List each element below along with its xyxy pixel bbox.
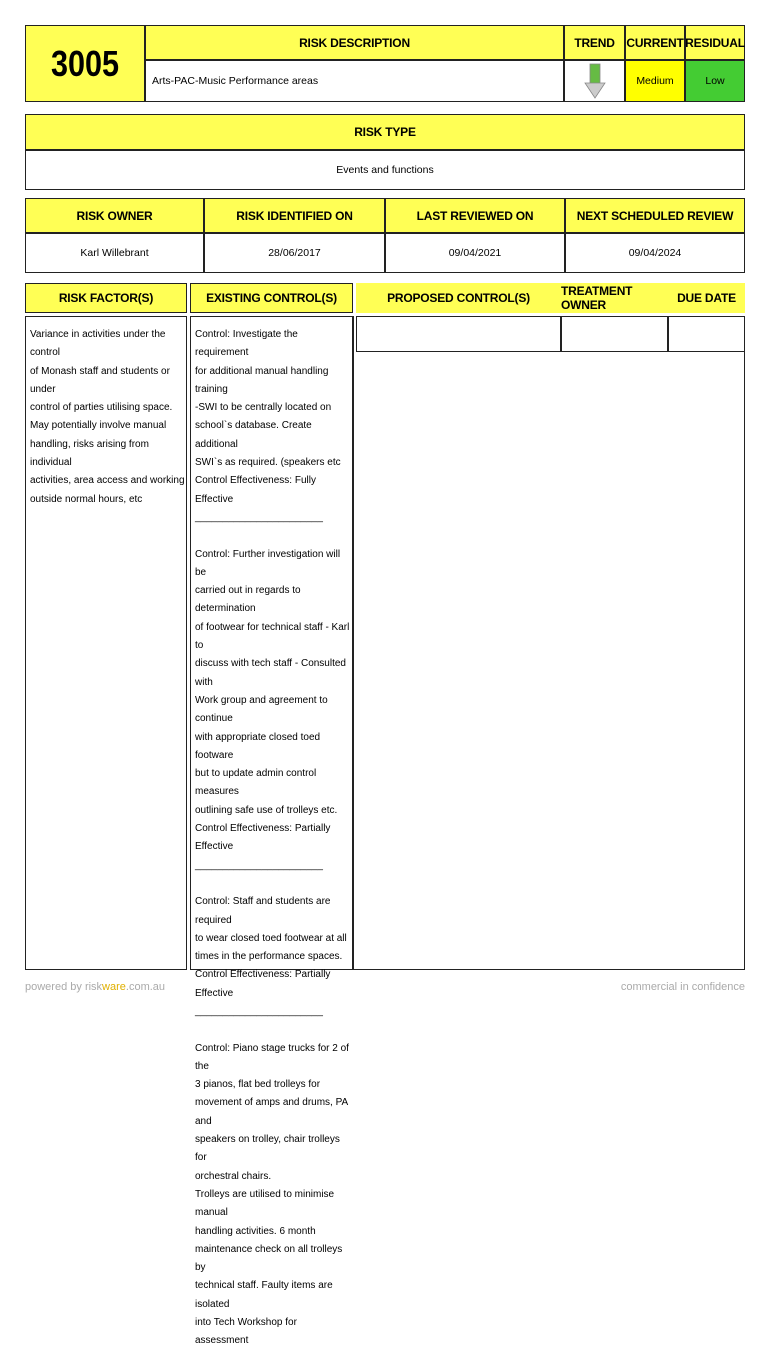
risk-id: 3005	[50, 42, 120, 84]
due-date-header: DUE DATE	[668, 283, 745, 313]
commercial-confidence: commercial in confidence	[620, 981, 745, 993]
trend-cell	[564, 60, 625, 102]
current-header: CURRENT	[625, 25, 685, 60]
proposed-controls-value	[356, 316, 561, 352]
due-date-value	[668, 316, 745, 352]
risk-identified-header: RISK IDENTIFIED ON	[204, 198, 385, 233]
next-review-header: NEXT SCHEDULED REVIEW	[565, 198, 745, 233]
powered-prefix: powered by	[25, 981, 85, 993]
powered-by	[25, 981, 265, 997]
risk-owner-header: RISK OWNER	[25, 198, 204, 233]
risk-description-value: Arts-PAC-Music Performance areas	[145, 60, 564, 102]
risk-factors-text: Variance in activities under the control of Monash staff and students or under control of parties utilising space. May potentially involve manual handling, risks arising from individual activities, area access and working outside normal hours, etc	[30, 329, 185, 505]
risk-type-value: Events and functions	[25, 150, 745, 190]
risk-type-header: RISK TYPE	[25, 114, 745, 150]
down-arrow-icon	[585, 62, 605, 100]
proposed-controls-area	[353, 316, 745, 970]
risk-identified-value: 28/06/2017	[204, 233, 385, 273]
trend-header: TREND	[564, 25, 625, 60]
risk-id-box	[25, 25, 145, 102]
residual-value: Low	[685, 60, 745, 102]
existing-controls-header: EXISTING CONTROL(S)	[190, 283, 353, 313]
brand-ware: ware	[102, 981, 126, 993]
existing-controls-text: Control: Investigate the requirement for additional manual handling training -SWI to be centrally located on school`s database. Create additional SWI`s as required. (speakers etc Control Effectiveness: Fully Effective _______________________ Control: Further investigation will be carried out in regards to determination of footwear for technical staff - Karl to discuss with tech staff - Consulted with Work group and agreement to continue with appropriate closed toed footware but to update admin control measures outlining safe use of trolleys etc. Control Effectiveness: Partially Effective _______________________ Control: Staff and students are required to wear closed toed footwear at all times in the performance spaces. Control Effectiveness: Partially Effective _______________________ Control: Piano stage trucks for 2 of the 3 pianos, flat bed trolleys for movement of amps and drums, PA and speakers on trolley, chair trolleys for orchestral chairs. Trolleys are utilised to minimise manual handling activities. 6 month maintenance check on all trolleys by technical staff. Faulty items are isolated into Tech Workshop for assessment	[195, 329, 350, 1347]
risk-factors-header: RISK FACTOR(S)	[25, 283, 187, 313]
residual-header: RESIDUAL	[685, 25, 745, 60]
current-value: Medium	[625, 60, 685, 102]
treatment-owner-header: TREATMENT OWNER	[561, 283, 668, 313]
brand-suffix: .com.au	[125, 981, 166, 993]
brand-risk: risk	[84, 981, 103, 993]
next-review-value: 09/04/2024	[565, 233, 745, 273]
last-reviewed-header: LAST REVIEWED ON	[385, 198, 565, 233]
risk-owner-value: Karl Willebrant	[25, 233, 204, 273]
treatment-owner-value	[561, 316, 668, 352]
existing-controls-cell	[190, 316, 353, 1347]
risk-factors-cell	[25, 316, 187, 970]
risk-description-header: RISK DESCRIPTION	[145, 25, 564, 60]
last-reviewed-value: 09/04/2021	[385, 233, 565, 273]
proposed-controls-header: PROPOSED CONTROL(S)	[356, 283, 561, 313]
